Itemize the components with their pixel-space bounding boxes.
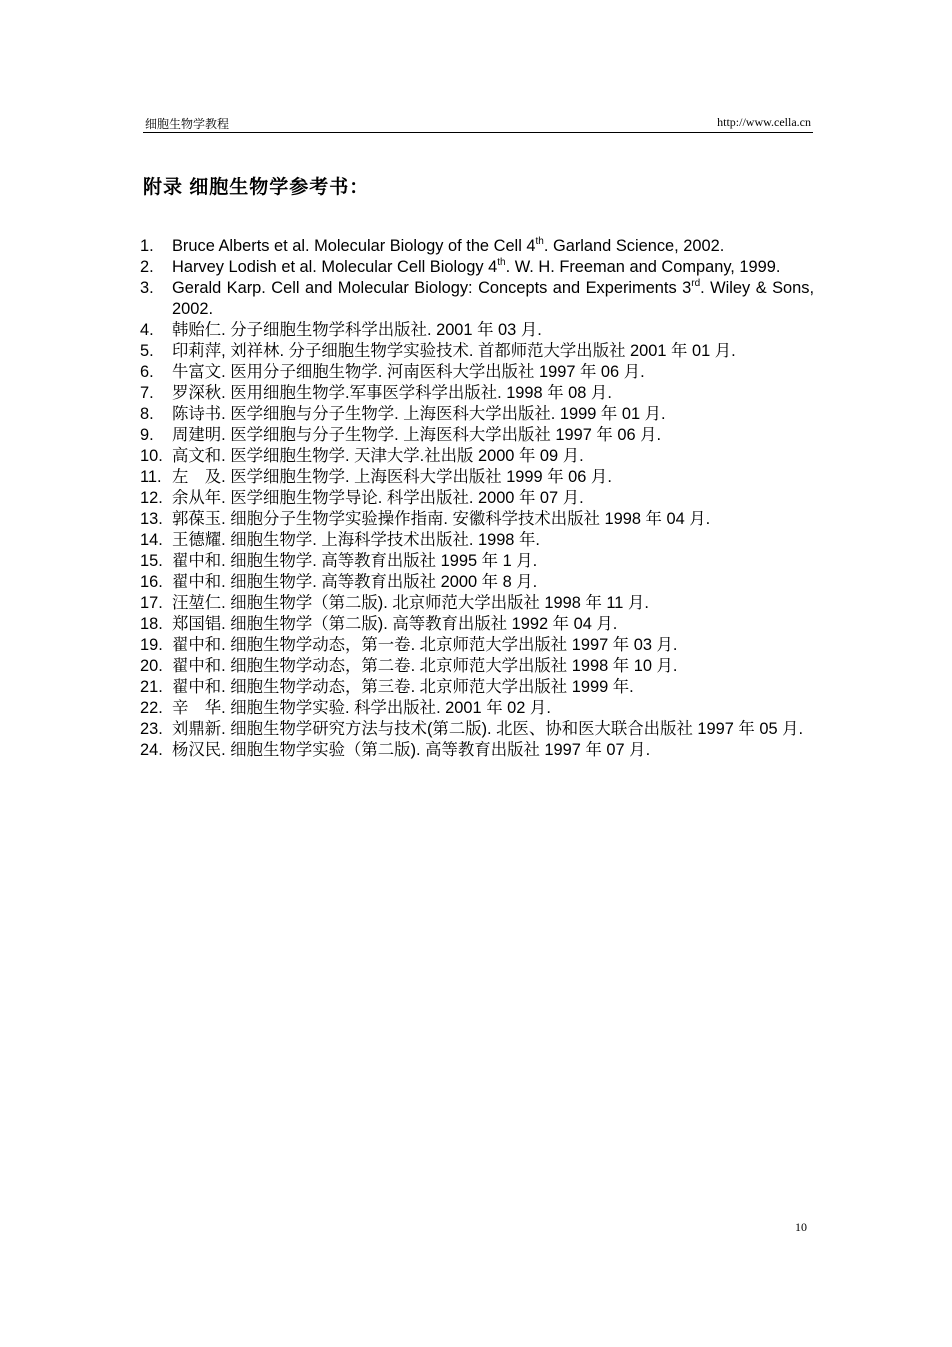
reference-number: 12. bbox=[140, 489, 163, 507]
reference-number: 11. bbox=[140, 468, 162, 486]
reference-item bbox=[140, 362, 814, 383]
reference-text bbox=[172, 404, 814, 425]
reference-text-main: 翟中和. 细胞生物学动态，第三卷. 北京师范大学出版社 1999 年. bbox=[172, 678, 634, 696]
reference-text-main: 余从年. 医学细胞生物学导论. 科学出版社. 2000 年 07 月. bbox=[172, 489, 584, 507]
reference-text bbox=[172, 467, 814, 488]
reference-item bbox=[140, 656, 814, 677]
reference-text bbox=[172, 509, 814, 530]
reference-text bbox=[172, 551, 814, 572]
reference-item bbox=[140, 614, 814, 635]
reference-text-main: 汪堃仁. 细胞生物学（第二版). 北京师范大学出版社 1998 年 11 月. bbox=[172, 594, 649, 612]
reference-number: 21. bbox=[140, 678, 163, 696]
reference-item bbox=[140, 530, 814, 551]
reference-item bbox=[140, 677, 814, 698]
reference-text bbox=[172, 236, 814, 257]
reference-item bbox=[140, 593, 814, 614]
reference-text bbox=[172, 341, 814, 362]
reference-text-main: 罗深秋. 医用细胞生物学.军事医学科学出版社. 1998 年 08 月. bbox=[172, 384, 612, 402]
reference-number: 1. bbox=[140, 237, 154, 255]
reference-item bbox=[140, 551, 814, 572]
reference-text bbox=[172, 320, 814, 341]
header-url: http://www.cella.cn bbox=[717, 115, 811, 129]
reference-text-main: 辛 华. 细胞生物学实验. 科学出版社. 2001 年 02 月. bbox=[172, 699, 551, 717]
reference-text-main: 郑国锠. 细胞生物学（第二版). 高等教育出版社 1992 年 04 月. bbox=[172, 615, 618, 633]
reference-edition-superscript: th bbox=[497, 256, 506, 268]
reference-item bbox=[140, 320, 814, 341]
reference-text-main: 周建明. 医学细胞与分子生物学. 上海医科大学出版社 1997 年 06 月. bbox=[172, 426, 662, 444]
reference-item bbox=[140, 509, 814, 530]
reference-item bbox=[140, 488, 814, 509]
reference-number: 20. bbox=[140, 657, 163, 675]
reference-text bbox=[172, 530, 814, 551]
reference-number: 16. bbox=[140, 573, 163, 591]
reference-text-main: 陈诗书. 医学细胞与分子生物学. 上海医科大学出版社. 1999 年 01 月. bbox=[172, 405, 666, 423]
reference-number: 17. bbox=[140, 594, 163, 612]
reference-item bbox=[140, 257, 814, 278]
reference-text bbox=[172, 677, 814, 698]
reference-item bbox=[140, 446, 814, 467]
reference-edition-superscript: rd bbox=[691, 277, 701, 289]
reference-text-main: 翟中和. 细胞生物学. 高等教育出版社 2000 年 8 月. bbox=[172, 573, 538, 591]
reference-number: 22. bbox=[140, 699, 163, 717]
page-title: 附录 细胞生物学参考书： bbox=[143, 177, 370, 198]
reference-number: 4. bbox=[140, 321, 154, 339]
reference-item bbox=[140, 467, 814, 488]
reference-text-tail: . Wiley & Sons, 2002. bbox=[172, 279, 814, 318]
reference-number: 24. bbox=[140, 741, 163, 759]
reference-text-main: 牛富文. 医用分子细胞生物学. 河南医科大学出版社 1997 年 06 月. bbox=[172, 363, 645, 381]
reference-text bbox=[172, 740, 814, 761]
reference-number: 10. bbox=[140, 447, 163, 465]
reference-text bbox=[172, 593, 814, 614]
reference-list bbox=[140, 236, 814, 761]
reference-number: 2. bbox=[140, 258, 154, 276]
reference-number: 19. bbox=[140, 636, 163, 654]
reference-text-main: 刘鼎新. 细胞生物学研究方法与技术(第二版). 北医、协和医大联合出版社 1997 年 05 月. bbox=[172, 720, 804, 738]
reference-text bbox=[172, 614, 814, 635]
reference-text bbox=[172, 488, 814, 509]
reference-text bbox=[172, 698, 814, 719]
reference-number: 14. bbox=[140, 531, 163, 549]
reference-item bbox=[140, 383, 814, 404]
reference-number: 7. bbox=[140, 384, 154, 402]
reference-text bbox=[172, 383, 814, 404]
reference-number: 6. bbox=[140, 363, 154, 381]
reference-item bbox=[140, 719, 814, 740]
reference-number: 13. bbox=[140, 510, 163, 528]
reference-item bbox=[140, 740, 814, 761]
reference-text-main: 王德耀. 细胞生物学. 上海科学技术出版社. 1998 年. bbox=[172, 531, 540, 549]
reference-text bbox=[172, 719, 814, 740]
reference-text-main: 高文和. 医学细胞生物学. 天津大学.社出版 2000 年 09 月. bbox=[172, 447, 584, 465]
reference-text-main: Bruce Alberts et al. Molecular Biology of the Cell 4 bbox=[172, 237, 536, 255]
reference-item bbox=[140, 425, 814, 446]
reference-number: 8. bbox=[140, 405, 154, 423]
reference-number: 9. bbox=[140, 426, 154, 444]
reference-text-main: 杨汉民. 细胞生物学实验（第二版). 高等教育出版社 1997 年 07 月. bbox=[172, 741, 651, 759]
reference-number: 18. bbox=[140, 615, 163, 633]
reference-text-main: 翟中和. 细胞生物学. 高等教育出版社 1995 年 1 月. bbox=[172, 552, 538, 570]
reference-number: 15. bbox=[140, 552, 163, 570]
reference-text-main: 左 及. 医学细胞生物学. 上海医科大学出版社 1999 年 06 月. bbox=[172, 468, 612, 486]
page-number: 10 bbox=[795, 1220, 807, 1234]
reference-text-main: 翟中和. 细胞生物学动态，第二卷. 北京师范大学出版社 1998 年 10 月. bbox=[172, 657, 678, 675]
reference-text bbox=[172, 362, 814, 383]
reference-text bbox=[172, 635, 814, 656]
reference-text-tail: . Garland Science, 2002. bbox=[543, 237, 725, 255]
reference-text-main: 翟中和. 细胞生物学动态，第一卷. 北京师范大学出版社 1997 年 03 月. bbox=[172, 636, 678, 654]
reference-text bbox=[172, 425, 814, 446]
reference-item bbox=[140, 236, 814, 257]
reference-text-main: 郭葆玉. 细胞分子生物学实验操作指南. 安徽科学技术出版社 1998 年 04 月. bbox=[172, 510, 711, 528]
reference-item bbox=[140, 572, 814, 593]
header-title: 细胞生物学教程 bbox=[145, 117, 230, 131]
reference-text-main: Gerald Karp. Cell and Molecular Biology: Concepts and Experiments 3 bbox=[172, 279, 692, 297]
reference-item bbox=[140, 278, 814, 320]
reference-item bbox=[140, 404, 814, 425]
reference-item bbox=[140, 341, 814, 362]
reference-text bbox=[172, 572, 814, 593]
reference-text-main: 韩贻仁. 分子细胞生物学科学出版社. 2001 年 03 月. bbox=[172, 321, 542, 339]
reference-text-tail: . W. H. Freeman and Company, 1999. bbox=[505, 258, 781, 276]
reference-text-main: Harvey Lodish et al. Molecular Cell Biology 4 bbox=[172, 258, 498, 276]
page-header bbox=[143, 114, 813, 133]
reference-text bbox=[172, 278, 814, 320]
reference-item bbox=[140, 698, 814, 719]
reference-item bbox=[140, 635, 814, 656]
reference-number: 3. bbox=[140, 279, 154, 297]
reference-text-main: 印莉萍, 刘祥林. 分子细胞生物学实验技术. 首都师范大学出版社 2001 年 01 月. bbox=[172, 342, 736, 360]
reference-text bbox=[172, 257, 814, 278]
reference-text bbox=[172, 446, 814, 467]
reference-text bbox=[172, 656, 814, 677]
reference-edition-superscript: th bbox=[535, 235, 544, 247]
reference-number: 23. bbox=[140, 720, 163, 738]
reference-number: 5. bbox=[140, 342, 154, 360]
